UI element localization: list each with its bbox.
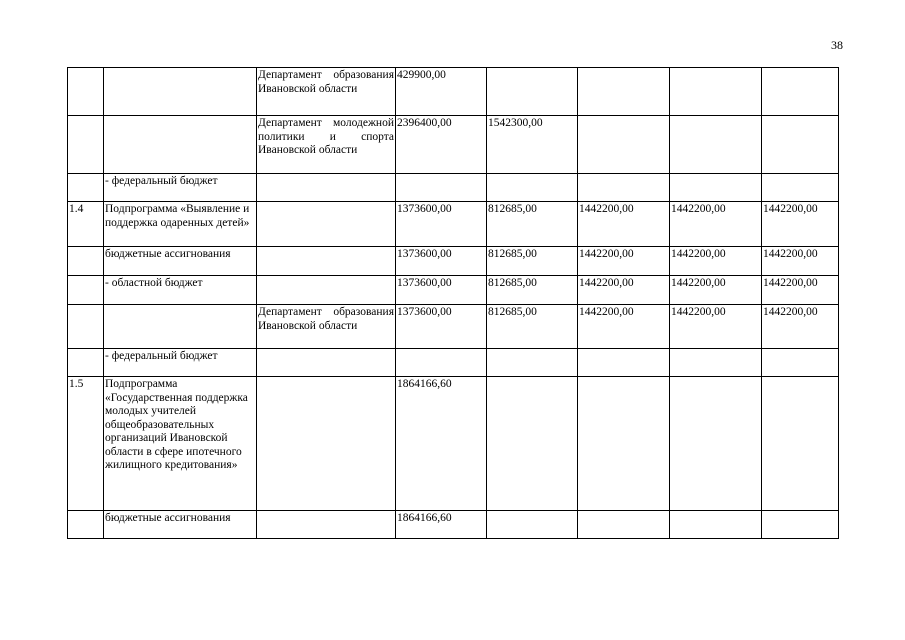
amount-cell	[762, 116, 839, 174]
row-number-cell	[68, 247, 104, 276]
amount-cell	[578, 68, 670, 116]
amount-cell: 1442200,00	[670, 305, 762, 349]
amount-cell: 1373600,00	[396, 247, 487, 276]
table-row	[68, 202, 839, 247]
table-row	[68, 349, 839, 377]
executor-cell	[257, 276, 396, 305]
amount-cell: 812685,00	[487, 202, 578, 247]
program-cell: бюджетные ассигнования	[104, 511, 257, 539]
program-cell: - областной бюджет	[104, 276, 257, 305]
program-cell: - федеральный бюджет	[104, 174, 257, 202]
amount-cell	[487, 68, 578, 116]
amount-cell	[578, 377, 670, 511]
amount-cell: 1442200,00	[578, 247, 670, 276]
executor-cell: Департамент образования Ивановской области	[257, 305, 396, 349]
table-row	[68, 305, 839, 349]
amount-cell	[487, 377, 578, 511]
amount-cell	[396, 349, 487, 377]
row-number-cell: 1.5	[68, 377, 104, 511]
amount-cell	[762, 174, 839, 202]
amount-cell: 1442200,00	[670, 276, 762, 305]
executor-cell	[257, 377, 396, 511]
table-row	[68, 116, 839, 174]
amount-cell	[670, 511, 762, 539]
program-cell	[104, 116, 257, 174]
program-cell: Подпрограмма «Выявление и поддержка одаренных детей»	[104, 202, 257, 247]
executor-cell	[257, 174, 396, 202]
table-row	[68, 174, 839, 202]
amount-cell: 1442200,00	[578, 202, 670, 247]
amount-cell: 1442200,00	[670, 202, 762, 247]
amount-cell: 1373600,00	[396, 202, 487, 247]
row-number-cell	[68, 305, 104, 349]
amount-cell	[762, 68, 839, 116]
amount-cell	[578, 511, 670, 539]
amount-cell	[487, 511, 578, 539]
amount-cell: 1442200,00	[762, 305, 839, 349]
table-row	[68, 511, 839, 539]
program-cell: бюджетные ассигнования	[104, 247, 257, 276]
amount-cell	[762, 511, 839, 539]
executor-cell: Департамент образования Ивановской области	[257, 68, 396, 116]
row-number-cell	[68, 349, 104, 377]
amount-cell	[487, 174, 578, 202]
amount-cell: 2396400,00	[396, 116, 487, 174]
amount-cell	[762, 377, 839, 511]
row-number-cell: 1.4	[68, 202, 104, 247]
table-row	[68, 377, 839, 511]
amount-cell: 1442200,00	[578, 305, 670, 349]
amount-cell	[670, 116, 762, 174]
amount-cell	[578, 174, 670, 202]
row-number-cell	[68, 174, 104, 202]
executor-cell	[257, 349, 396, 377]
amount-cell: 1442200,00	[762, 276, 839, 305]
row-number-cell	[68, 276, 104, 305]
amount-cell: 1442200,00	[762, 247, 839, 276]
amount-cell: 1373600,00	[396, 305, 487, 349]
program-cell	[104, 305, 257, 349]
amount-cell: 1542300,00	[487, 116, 578, 174]
amount-cell: 1864166,60	[396, 377, 487, 511]
program-cell	[104, 68, 257, 116]
amount-cell: 812685,00	[487, 247, 578, 276]
executor-cell	[257, 511, 396, 539]
amount-cell	[487, 349, 578, 377]
amount-cell	[670, 174, 762, 202]
amount-cell	[396, 174, 487, 202]
row-number-cell	[68, 68, 104, 116]
amount-cell	[762, 349, 839, 377]
table-row	[68, 68, 839, 116]
executor-cell	[257, 202, 396, 247]
amount-cell: 1442200,00	[670, 247, 762, 276]
amount-cell	[578, 349, 670, 377]
table-row	[68, 276, 839, 305]
executor-cell	[257, 247, 396, 276]
table-row	[68, 247, 839, 276]
amount-cell: 1373600,00	[396, 276, 487, 305]
budget-table	[67, 67, 839, 539]
amount-cell: 1442200,00	[762, 202, 839, 247]
amount-cell: 429900,00	[396, 68, 487, 116]
amount-cell	[670, 377, 762, 511]
amount-cell: 1864166,60	[396, 511, 487, 539]
amount-cell	[670, 349, 762, 377]
amount-cell	[578, 116, 670, 174]
amount-cell	[670, 68, 762, 116]
row-number-cell	[68, 511, 104, 539]
executor-cell: Департамент молодежной политики и спорта Ивановской области	[257, 116, 396, 174]
amount-cell: 1442200,00	[578, 276, 670, 305]
program-cell: Подпрограмма «Государственная поддержка молодых учителей общеобразовательных организаций Ивановской области в сфере ипотечного жилищного кредитования»	[104, 377, 257, 511]
amount-cell: 812685,00	[487, 305, 578, 349]
page-number: 38	[831, 38, 843, 52]
amount-cell: 812685,00	[487, 276, 578, 305]
program-cell: - федеральный бюджет	[104, 349, 257, 377]
row-number-cell	[68, 116, 104, 174]
